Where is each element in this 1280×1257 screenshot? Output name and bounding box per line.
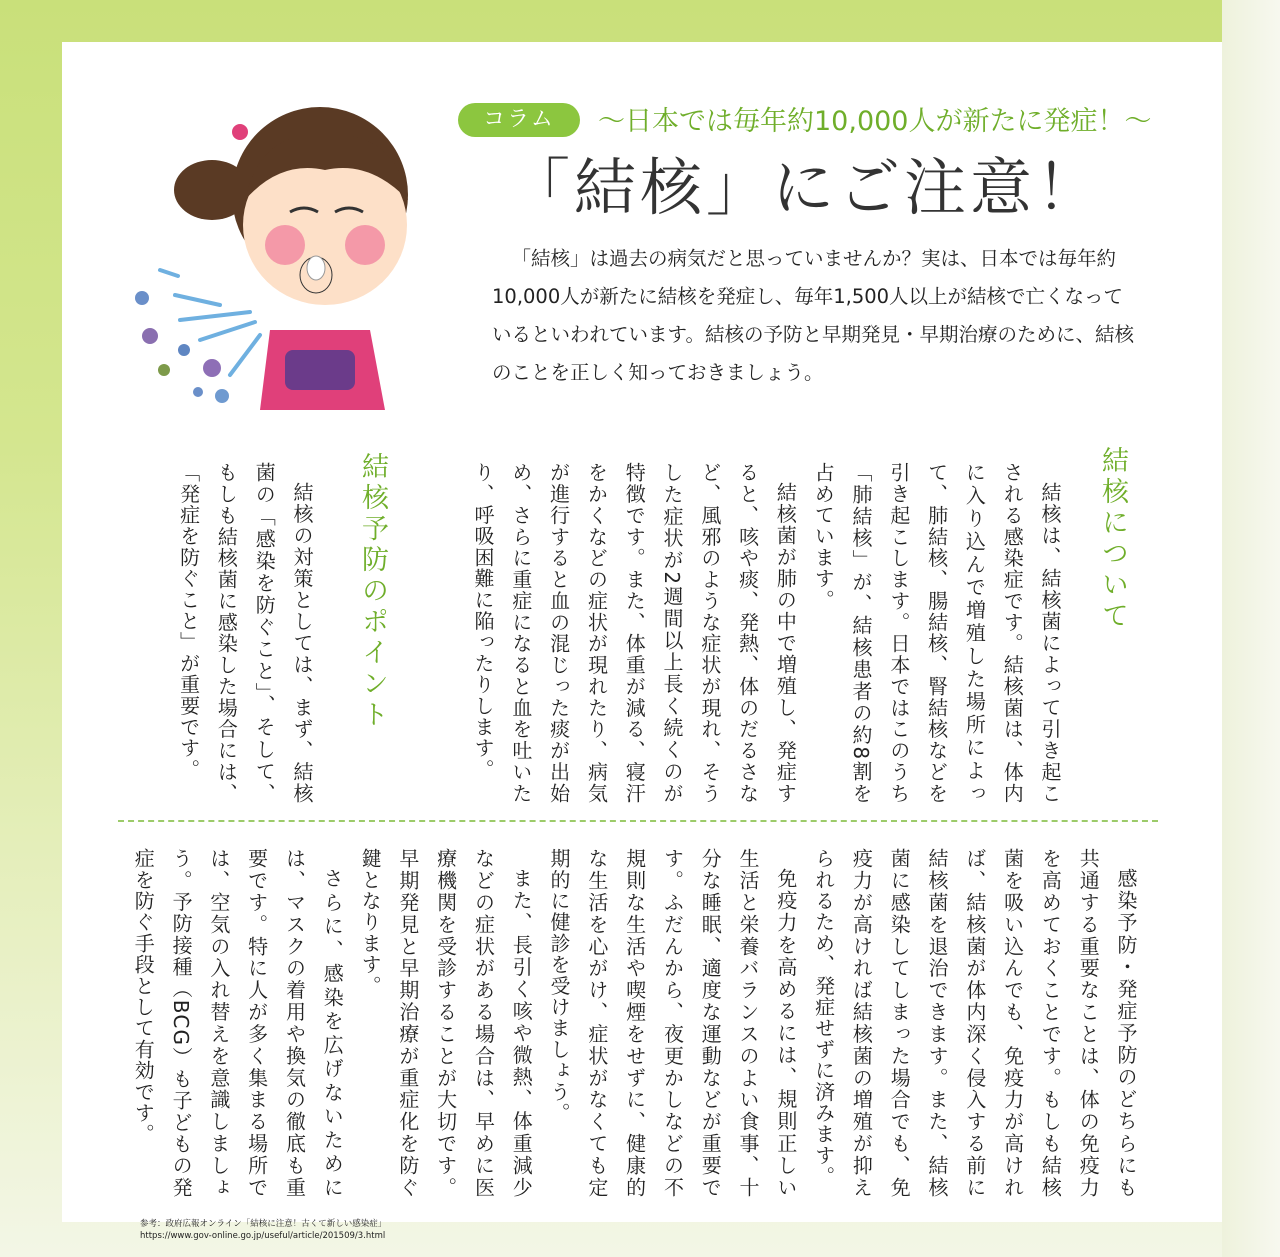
section-heading-prevention: 結核予防のポイント (357, 452, 388, 731)
paragraph: 免疫力を高めるには、規則正しい生活と栄養バランスのよい食事、十分な睡眠、適度な運動などが重要です。ふだんから、夜更かしなどの不規則な生活や喫煙をせずに、健康的な生活を心がけ、症状がなくても定期的に健診を受けましょう。 (547, 848, 798, 1198)
sneezing-girl-illustration (120, 100, 420, 420)
germ-icon (135, 291, 229, 403)
paragraph: 感染予防・発症予防のどちらにも共通する重要なことは、体の免疫力を高めておくことです。もしも結核菌を吸い込んでも、免疫力が高ければ、結核菌が体内深く侵入する前に結核菌を退治できます。また、結核菌に感染してしまった場合でも、免疫力が高ければ結核菌の増殖が抑えられるため、発症せずに済みます。 (811, 848, 1138, 1198)
paragraph: 結核菌が肺の中で増殖し、発症すると、咳や痰、発熱、体のだるさなど、風邪のような症状が現れ、そうした症状が2週間以上長く続くのが特徴です。また、体重が減る、寝汗をかくなどの症状が現れたり、病気が進行すると血の混じった痰が出始め、さらに重症になると血を吐いたり、呼吸困難に陥ったりします。 (471, 462, 798, 804)
section-heading-about: 結核について (1097, 446, 1128, 632)
section-prevention-body-top (134, 462, 320, 804)
dashed-divider (118, 820, 1158, 822)
intro-text: 「結核」は過去の病気だと思っていませんか？実は、日本では毎年約10,000人が新たに結核を発症し、毎年1,500人以上が結核で亡くなっているといわれています。結核の予防と早期発見・早期治療のために、結核のことを正しく知っておきましょう。 (492, 247, 1134, 384)
paragraph: 結核の対策としては、まず、結核菌の「感染を防ぐこと」、そして、もしも結核菌に感染した場合には、「発症を防ぐこと」が重要です。 (176, 462, 314, 804)
subtitle: 〜日本では毎年約10,000人が新たに発症！〜 (598, 106, 1152, 137)
section-about-body (471, 462, 1068, 804)
reference-note (140, 1218, 640, 1242)
reference-line: 参考：政府広報オンライン「結核に注意！古くて新しい感染症」 (140, 1219, 387, 1229)
paragraph: さらに、感染を広げないためには、マスクの着用や換気の徹底も重要です。特に人が多く集まる場所では、空気の入れ替えを意識しましょう。予防接種（BCG）も子どもの発症を防ぐ手段として有効です。 (131, 848, 345, 1198)
section-prevention-body-bottom (131, 848, 1144, 1198)
page-edge (1222, 0, 1280, 1257)
paragraph: 結核は、結核菌によって引き起こされる感染症です。結核菌は、体内に入り込んで増殖した場所によって、肺結核、腸結核、腎結核などを引き起こします。日本ではこのうち「肺結核」が、結核患者の約8割を占めています。 (811, 462, 1062, 804)
column-badge: コラム (458, 103, 580, 137)
paragraph: また、長引く咳や微熱、体重減少などの症状がある場合は、早めに医療機関を受診することが大切です。早期発見と早期治療が重症化を防ぐ鍵となります。 (358, 848, 534, 1198)
reference-url[interactable]: https://www.gov-online.go.jp/useful/article/201509/3.html (140, 1231, 386, 1241)
page-title: 「結核」にご注意！ (508, 151, 1103, 224)
